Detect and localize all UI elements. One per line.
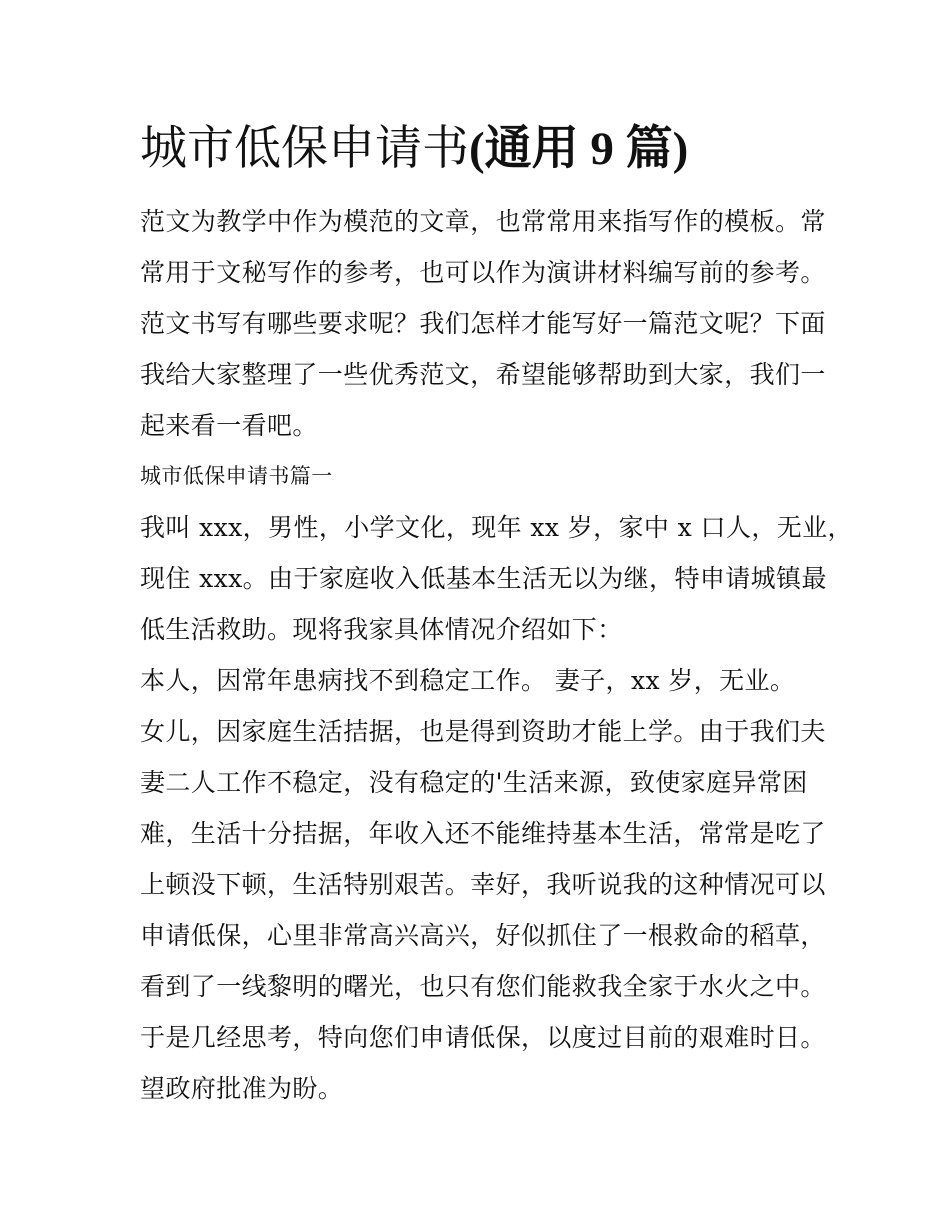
body-line: 本人，因常年患病找不到稳定工作。 妻子，xx 岁，无业。 [140,666,796,695]
body-line: 上顿没下顿，生活特别艰苦。幸好，我听说我的这种情况可以 [140,870,826,899]
intro-line: 常用于文秘写作的参考，也可以作为演讲材料编写前的参考。 [140,258,826,287]
body-line: 难，生活十分拮据，年收入还不能维持基本生活，常常是吃了 [140,819,826,848]
intro-line: 范文为教学中作为模范的文章，也常常用来指写作的模板。常 [140,207,826,236]
intro-line: 我给大家整理了一些优秀范文，希望能够帮助到大家，我们一 [140,360,826,389]
intro-line: 范文书写有哪些要求呢？我们怎样才能写好一篇范文呢？下面 [140,309,826,338]
body-line: 我叫 xxx，男性，小学文化，现年 xx 岁，家中 x 口人，无业， [140,513,853,542]
title-paren: (通用 9 篇) [469,123,689,175]
document-body [140,196,853,1114]
body-line: 于是几经思考，特向您们申请低保，以度过目前的艰难时日。 [140,1023,826,1052]
body-line: 看到了一线黎明的曙光，也只有您们能救我全家于水火之中。 [140,972,826,1001]
body-line: 低生活救助。现将我家具体情况介绍如下： [140,615,623,644]
document-title [140,112,830,186]
section-heading: 城市低保申请书篇一 [140,464,333,488]
document-page [140,112,853,1114]
title-main: 城市低保申请书 [140,121,469,176]
body-line: 妻二人工作不稳定，没有稳定的'生活来源，致使家庭异常困 [140,768,808,797]
intro-line: 起来看一看吧。 [140,411,318,440]
body-line: 申请低保，心里非常高兴高兴，好似抓住了一根救命的稻草， [140,921,826,950]
body-line: 女儿，因家庭生活拮据，也是得到资助才能上学。由于我们夫 [140,717,826,746]
body-line: 望政府批准为盼。 [140,1074,344,1103]
body-line: 现住 xxx。由于家庭收入低基本生活无以为继，特申请城镇最 [140,564,827,593]
